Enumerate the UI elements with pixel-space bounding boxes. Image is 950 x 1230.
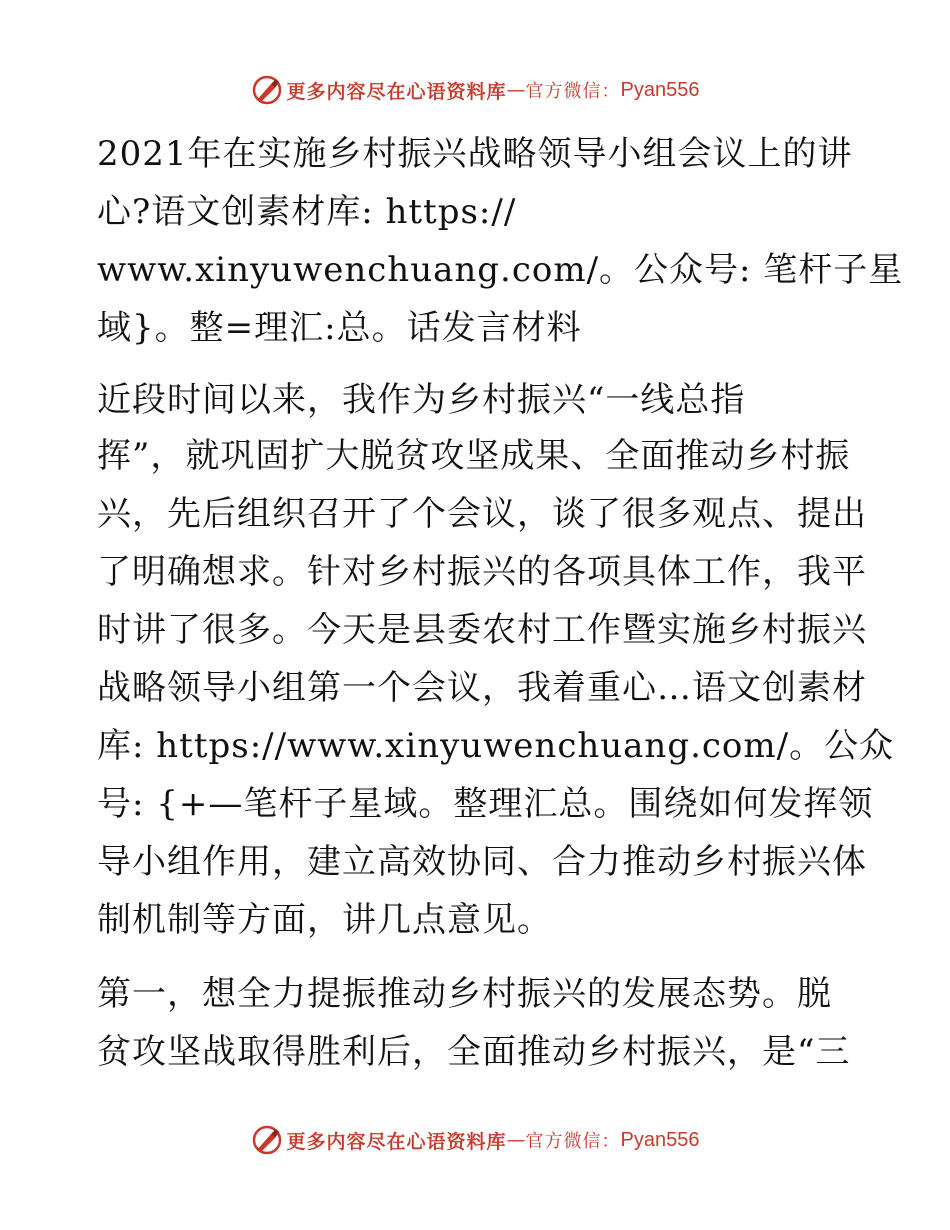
header-watermark-banner (0, 70, 950, 110)
document-line: 战略领导小组第一个会议，我着重心…语文创素材 (97, 668, 867, 708)
banner-wechat-id: Pyan556 (620, 1128, 700, 1151)
document-line: 库: https://www.xinyuwenchuang.com/。公众 (97, 726, 895, 766)
banner-wechat-label: 官方微信： (525, 81, 621, 102)
document-line: 近段时间以来，我作为乡村振兴“一线总指 (97, 380, 746, 420)
banner-separator: — (506, 79, 526, 101)
document-line: 挥”，就巩固扩大脱贫攻坚成果、全面推动乡村振 (97, 436, 851, 476)
banner-wechat-id: Pyan556 (620, 78, 700, 101)
document-line: 制机制等方面，讲几点意见。 (97, 900, 552, 940)
banner-main-text: 更多内容尽在心语资料库 (286, 1130, 507, 1153)
document-line: 心?语文创素材库: https:// (97, 192, 517, 232)
banner-separator: — (506, 1129, 526, 1151)
pen-logo-icon (251, 74, 283, 106)
document-line: 第一，想全力提振推动乡村振兴的发展态势。脱 (97, 974, 832, 1014)
document-line: 2021年在实施乡村振兴战略领导小组会议上的讲 (97, 134, 853, 174)
document-line: 导小组作用，建立高效协同、合力推动乡村振兴体 (97, 842, 867, 882)
pen-logo-icon (251, 1124, 283, 1156)
document-line: 兴，先后组织召开了个会议，谈了很多观点、提出 (97, 494, 867, 534)
document-line: 域}。整=理汇:总。话发言材料 (97, 308, 582, 348)
footer-watermark-banner (0, 1120, 950, 1160)
document-line: 号: {+—笔杆子星域。整理汇总。围绕如何发挥领 (97, 784, 874, 824)
banner-wechat-label: 官方微信： (525, 1131, 621, 1152)
banner-main-text: 更多内容尽在心语资料库 (286, 80, 507, 103)
document-line: 了明确想求。针对乡村振兴的各项具体工作，我平 (97, 552, 867, 592)
document-line: 时讲了很多。今天是县委农村工作暨实施乡村振兴 (97, 610, 867, 650)
document-line: www.xinyuwenchuang.com/。公众号: 笔杆子星 (97, 250, 904, 290)
document-line: 贫攻坚战取得胜利后，全面推动乡村振兴，是“三 (97, 1032, 851, 1072)
